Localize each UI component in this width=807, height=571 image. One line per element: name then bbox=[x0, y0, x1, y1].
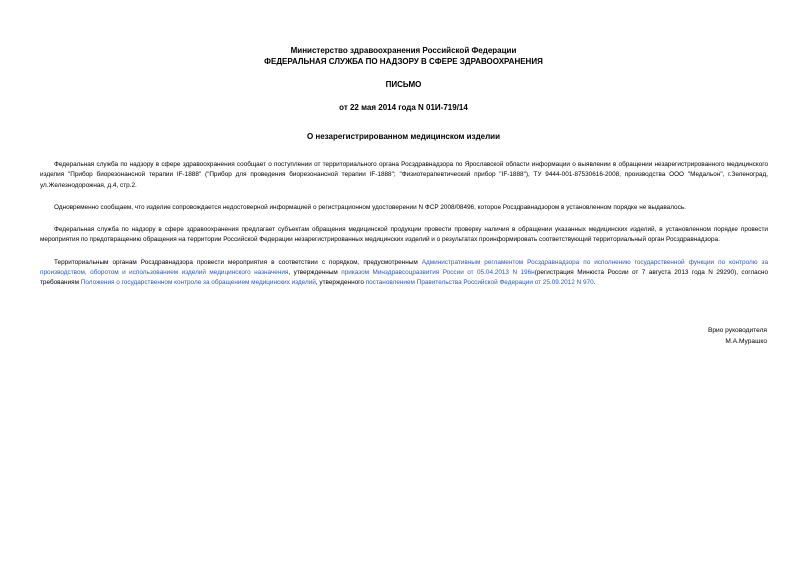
paragraph-4 bbox=[40, 258, 768, 289]
paragraph-4-text-4: , утвержденного bbox=[315, 279, 366, 287]
paragraph-4-text-2: , утвержденным bbox=[288, 269, 342, 277]
link-state-control-regulation[interactable]: Положения о государственном контроле за обращением медицинских изделий bbox=[80, 279, 316, 287]
ministry-name: Министерство здравоохранения Российской Федерации bbox=[290, 46, 517, 55]
link-admin-regulation[interactable]: Административным регламентом Росздравнадзора по исполнению государственной функции по контролю за производством, оборотом и использованием изделий медицинского назначения bbox=[40, 258, 768, 277]
document-type: ПИСЬМО bbox=[385, 80, 422, 89]
link-government-resolution[interactable]: постановлением Правительства Российской Федерации от 25.09.2012 N 970 bbox=[365, 279, 594, 287]
signature-block bbox=[708, 326, 767, 347]
signatory-position: Врио руководителя bbox=[707, 327, 767, 334]
paragraph-2: Одновременно сообщаем, что изделие сопровождается недостоверной информацией о регистрационном удостоверении N ФСР 2008/08496, которое Росздравнадзором в установленном порядке не выдавалось. bbox=[54, 203, 686, 211]
paragraph-4-text-1: Территориальным органам Росздравнадзора провести мероприятия в соответствии с порядком, предусмотренным bbox=[54, 258, 422, 266]
document-body bbox=[40, 160, 768, 301]
document-header bbox=[0, 45, 807, 142]
paragraph-4-text-5: . bbox=[593, 279, 596, 287]
document-subject: О незарегистрированном медицинском изделии bbox=[306, 132, 501, 141]
document-date-number: от 22 мая 2014 года N 01И-719/14 bbox=[339, 103, 468, 112]
paragraph-4-text-3: (регистрация Минюста России от 7 августа 2013 года N 29290), согласно требованиям bbox=[40, 269, 769, 287]
paragraph-1: Федеральная служба по надзору в сфере здравоохранения сообщает о поступлении от территориального органа Росздравнадзора по Ярославской области информации о выявлении в обращении незарегистрированного медицинского изделия "Прибор биорезонансной терапии IF-1888" ("Прибор для проведения биорезонансной терапии IF-1888"; "Физиотерапевтический прибор "IF-1888"), ТУ 9444-001-87530616-2008, производства ООО "Медальон", г.Зеленоград, ул.Железнодорожная, д.4, стр.2. bbox=[40, 161, 768, 189]
paragraph-3: Федеральная служба по надзору в сфере здравоохранения предлагает субъектам обращения медицинской продукции провести проверку наличия в обращении указанных медицинских изделий, в установленном порядке провести мероприятия по предотвращению обращения на территории Российской Федерации незарегистрированных медицинских изделий и о результатах проинформировать соответствующий территориальный орган Росздравнадзора. bbox=[40, 226, 768, 244]
service-name: ФЕДЕРАЛЬНАЯ СЛУЖБА ПО НАДЗОРУ В СФЕРЕ ЗДРАВООХРАНЕНИЯ bbox=[264, 57, 543, 66]
link-ministry-order[interactable]: приказом Минздравсоцразвития России от 05.04.2013 N 196н bbox=[341, 269, 535, 277]
signatory-name: М.А.Мурашко bbox=[725, 337, 767, 345]
